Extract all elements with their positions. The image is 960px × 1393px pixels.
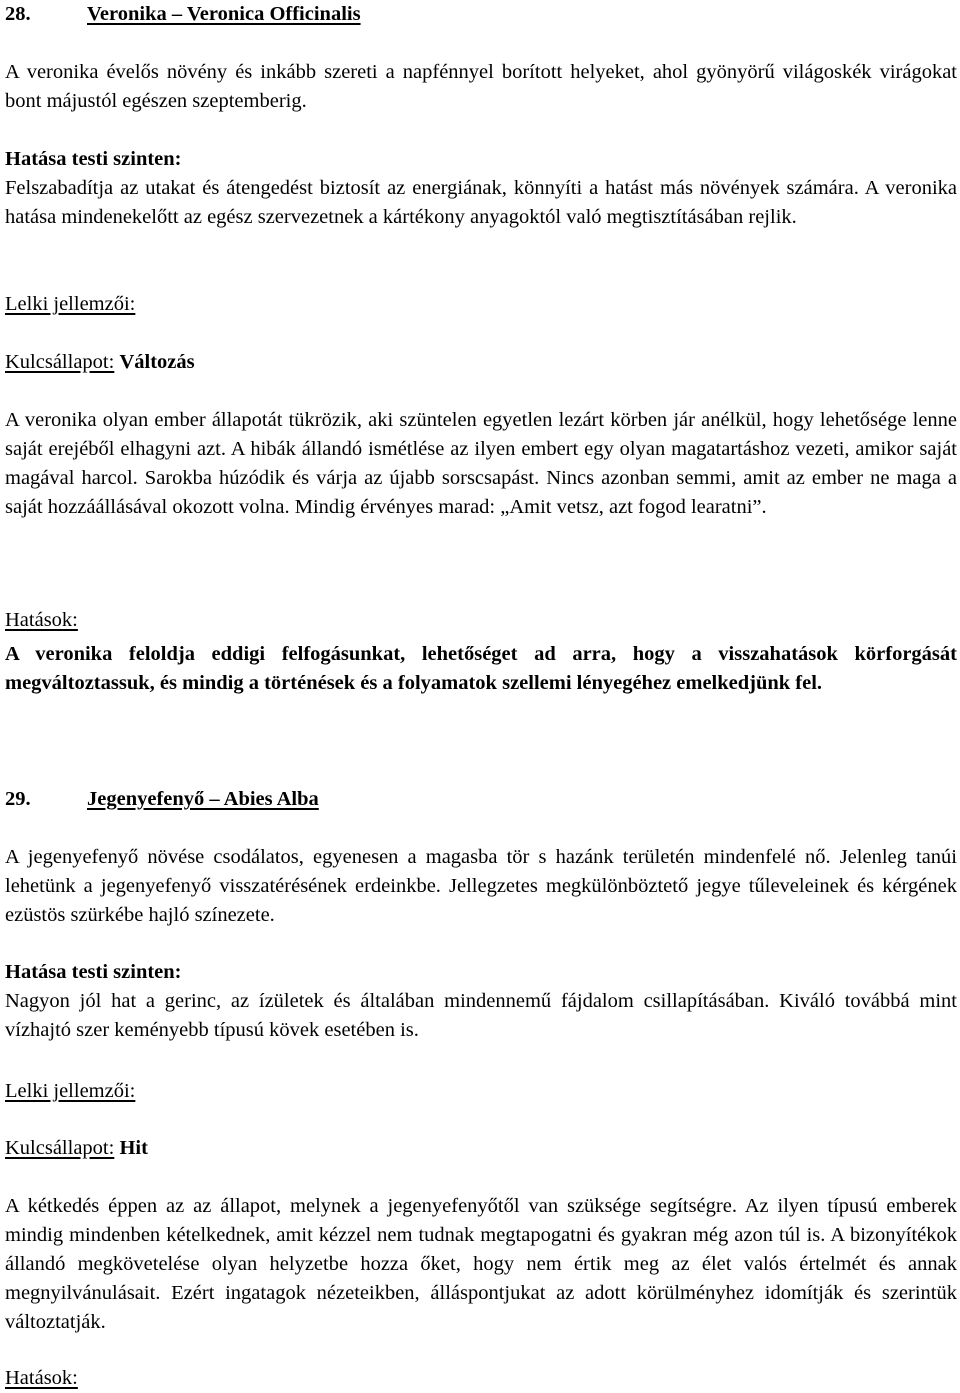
section-29-key-state <box>5 1134 957 1163</box>
section-title: Jegenyefenyő – Abies Alba <box>87 788 319 810</box>
section-28-intro: A veronika évelős növény és inkább szereti a napfénnyel borított helyeket, ahol gyönyörű világoskék virágokat bont májustól egészen szeptemberig. <box>5 61 957 112</box>
section-29-effects-heading: Hatások: <box>5 1367 78 1389</box>
section-29-lelki-heading: Lelki jellemzői: <box>5 1080 136 1102</box>
section-29-lelki-text: A kétkedés éppen az az állapot, melynek a jegenyefenyőtől van szüksége segítségre. Az ilyen típusú emberek mindig mindenben kételkednek, amit kézzel nem tudnak megtapogatni és gyakran még azon túl is. A bizonyítékok állandó megkövetelése olyan helyzetbe hozza őket, hogy nem értik meg az élet valós értelmét és annak megnyilvánulásait. Ezért ingatagok nézeteikben, álláspontjukat az adott körülményhez idomítják és szerintük változtatják. <box>5 1195 957 1333</box>
section-28-key-state <box>5 348 957 377</box>
section-28-phys-text: Felszabadítja az utakat és átengedést biztosít az energiának, könnyíti a hatást más növények számára. A veronika hatása mindenekelőtt az egész szervezetnek a kártékony anyagoktól való megtisztításában rejlik. <box>5 177 957 228</box>
key-label: Kulcsállapot: <box>5 351 115 373</box>
section-28-lelki-heading: Lelki jellemzői: <box>5 293 136 315</box>
section-29-heading <box>5 785 957 814</box>
section-29-intro: A jegenyefenyő növése csodálatos, egyenesen a magasba tör s hazánk területén mindenfelé nő. Jelenleg tanúi lehetünk a jegenyefenyő visszatérésének erdeinkbe. Jellegzetes megkülönböztető jegye tűleveleinek és kérgének ezüstös szürkébe hajló színezete. <box>5 846 957 926</box>
key-value: Változás <box>119 351 195 373</box>
key-value: Hit <box>119 1137 148 1159</box>
section-28-effects-heading: Hatások: <box>5 609 78 631</box>
section-title: Veronika – Veronica Officinalis <box>87 3 361 25</box>
section-number: 28. <box>5 3 31 25</box>
section-29-phys-heading: Hatása testi szinten: <box>5 961 182 983</box>
section-29-phys-text: Nagyon jól hat a gerinc, az ízületek és általában mindennemű fájdalom csillapításában. Kiváló továbbá mint vízhajtó szer keményebb típusú kövek esetében is. <box>5 990 957 1041</box>
section-number: 29. <box>5 788 31 810</box>
section-28-lelki-text: A veronika olyan ember állapotát tükrözik, aki szüntelen egyetlen lezárt körben jár anélkül, hogy lehetősége lenne saját erejéből elhagyni azt. A hibák állandó ismétlése az ilyen embert egy olyan magatartáshoz vezeti, amikor saját magával harcol. Sarokba húzódik és várja az újabb sorscsapást. Nincs azonban semmi, amit az ember ne maga a saját hozzáállásával okozott volna. Mindig érvényes marad: „Amit vetsz, azt fogod learatni”. <box>5 409 957 518</box>
section-28-phys-heading: Hatása testi szinten: <box>5 148 182 170</box>
section-28-effects-text: A veronika feloldja eddigi felfogásunkat, lehetőséget ad arra, hogy a visszahatások körforgását megváltoztassuk, és mindig a történések és a folyamatok szellemi lényegéhez emelkedjünk fel. <box>5 643 957 694</box>
key-label: Kulcsállapot: <box>5 1137 115 1159</box>
section-28-heading <box>5 0 957 29</box>
